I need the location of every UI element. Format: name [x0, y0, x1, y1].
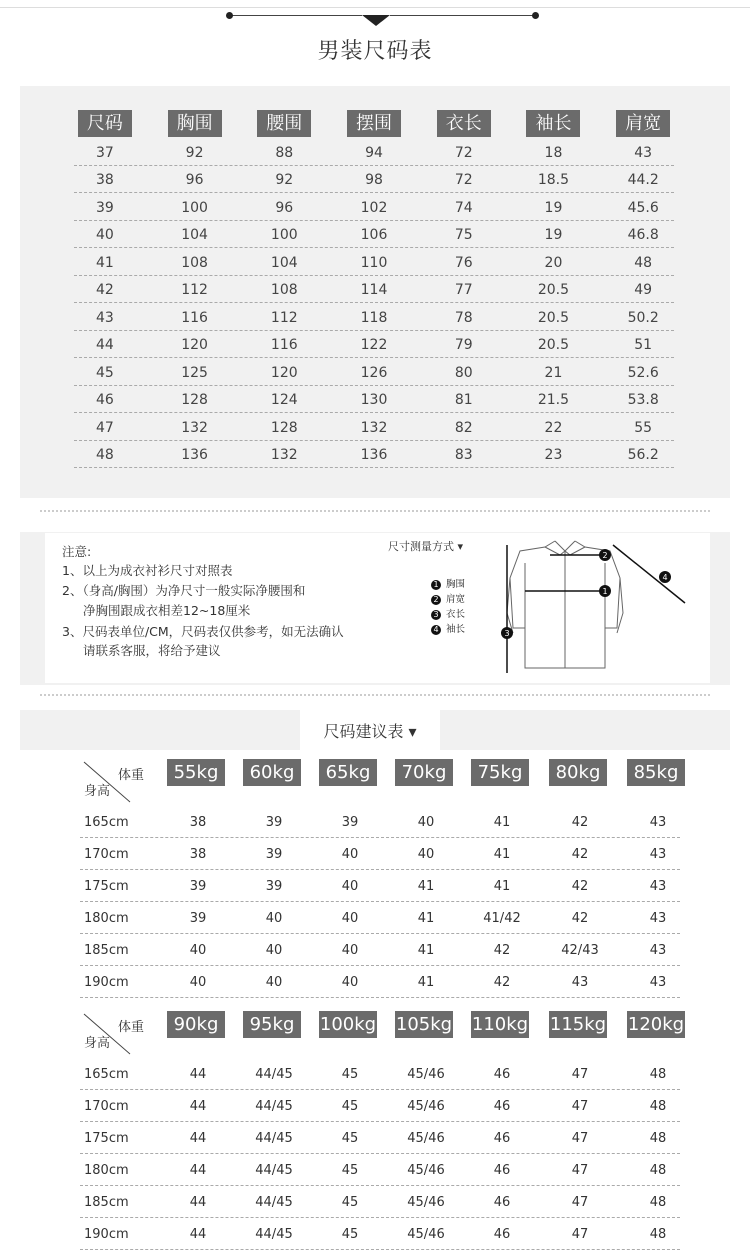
- size-cell: 38: [189, 847, 207, 862]
- size-cell: 48: [649, 1195, 667, 1210]
- table-cell: 104: [270, 254, 298, 271]
- title-dot-left: [226, 12, 233, 19]
- table-row: [60, 303, 688, 331]
- table-cell: 72: [454, 144, 473, 161]
- table-row: [60, 193, 688, 221]
- notes-line: 1、以上为成衣衬衫尺寸对照表: [62, 563, 233, 578]
- marker-2-label: 2: [602, 551, 608, 560]
- size-cell: 41: [417, 911, 435, 926]
- table-row: [80, 1058, 680, 1090]
- table-row: [60, 276, 688, 304]
- table-cell: 44: [95, 337, 114, 354]
- table-cell: 124: [270, 392, 298, 409]
- height-cell: 165cm: [84, 1067, 129, 1082]
- legend-label: 胸围: [446, 579, 466, 590]
- size-cell: 46: [493, 1131, 511, 1146]
- weight-header-tag: 55kg: [167, 759, 225, 786]
- size-table-header: [60, 110, 688, 138]
- recommend-header-row: [80, 1010, 685, 1058]
- size-header-tag: 腰围: [257, 110, 311, 137]
- corner-height-label: 身高: [84, 1036, 111, 1051]
- size-cell: 44: [189, 1131, 207, 1146]
- table-cell: 19: [544, 227, 563, 244]
- table-cell: 76: [454, 254, 473, 271]
- size-cell: 46: [493, 1227, 511, 1242]
- table-cell: 118: [360, 309, 388, 326]
- legend-label: 衣长: [446, 609, 466, 620]
- weight-header-tag: 75kg: [471, 759, 529, 786]
- table-cell: 136: [360, 447, 388, 464]
- table-cell: 125: [181, 364, 208, 381]
- size-cell: 44/45: [255, 1067, 293, 1082]
- table-row: [80, 1122, 680, 1154]
- table-cell: 55: [634, 419, 653, 436]
- recommend-table-1: [80, 758, 680, 998]
- weight-header-tag: 115kg: [549, 1011, 607, 1038]
- table-cell: 120: [270, 364, 298, 381]
- table-cell: 20.5: [537, 337, 570, 354]
- table-cell: 42: [95, 282, 114, 299]
- corner-weight-label: 体重: [117, 768, 144, 783]
- weight-header-tag: 85kg: [627, 759, 685, 786]
- size-header-cell: [239, 110, 329, 138]
- size-cell: 46: [493, 1195, 511, 1210]
- legend-number-badge: 2: [431, 595, 441, 605]
- table-cell: 126: [360, 364, 388, 381]
- shirt-illustration: [385, 533, 710, 683]
- table-cell: 94: [365, 144, 383, 161]
- table-row: [80, 966, 680, 998]
- height-cell: 170cm: [84, 847, 129, 862]
- divider-dotted: [40, 510, 710, 512]
- size-cell: 41: [493, 815, 511, 830]
- size-cell: 40: [341, 943, 359, 958]
- size-cell: 44: [189, 1163, 207, 1178]
- size-cell: 40: [265, 943, 283, 958]
- table-cell: 82: [454, 419, 473, 436]
- size-cell: 40: [341, 911, 359, 926]
- weight-header-tag: 105kg: [395, 1011, 453, 1038]
- table-cell: 132: [270, 447, 298, 464]
- height-cell: 185cm: [84, 1195, 129, 1210]
- size-cell: 42: [571, 815, 589, 830]
- size-cell: 41: [417, 943, 435, 958]
- table-cell: 20.5: [537, 309, 570, 326]
- height-cell: 180cm: [84, 1163, 129, 1178]
- size-cell: 42: [571, 911, 589, 926]
- weight-header-tag: 60kg: [243, 759, 301, 786]
- size-cell: 46: [493, 1163, 511, 1178]
- table-cell: 48: [95, 447, 114, 464]
- table-row: [80, 838, 680, 870]
- table-cell: 47: [95, 419, 114, 436]
- size-cell: 44/45: [255, 1099, 293, 1114]
- size-cell: 44/45: [255, 1195, 293, 1210]
- size-cell: 45/46: [407, 1099, 445, 1114]
- table-cell: 128: [270, 419, 298, 436]
- size-header-tag: 衣长: [437, 110, 491, 137]
- table-row: [80, 1090, 680, 1122]
- table-cell: 39: [95, 199, 114, 216]
- table-cell: 45.6: [627, 199, 659, 216]
- table-cell: 110: [360, 254, 388, 271]
- height-cell: 180cm: [84, 911, 129, 926]
- table-cell: 48: [634, 254, 653, 271]
- table-cell: 122: [360, 337, 388, 354]
- corner-header: [80, 758, 162, 806]
- notes-line: 3、尺码表单位/CM，尺码表仅供参考，如无法确认: [62, 624, 344, 639]
- size-cell: 47: [571, 1163, 589, 1178]
- size-table: [60, 110, 688, 468]
- measure-title: 尺寸测量方式 ▾: [388, 540, 464, 553]
- size-cell: 48: [649, 1227, 667, 1242]
- weight-header-tag: 110kg: [471, 1011, 529, 1038]
- notes-line: 2、（身高/胸围）为净尺寸一般实际净腰围和: [62, 583, 306, 598]
- height-cell: 175cm: [84, 1131, 129, 1146]
- size-header-tag: 胸围: [168, 110, 222, 137]
- recommend-header-row: [80, 758, 680, 806]
- table-cell: 49: [634, 282, 653, 299]
- corner-header: [80, 1010, 162, 1058]
- table-cell: 112: [270, 309, 298, 326]
- table-cell: 120: [181, 337, 208, 354]
- height-cell: 165cm: [84, 815, 129, 830]
- size-cell: 45: [341, 1099, 359, 1114]
- title-triangle-icon: [362, 15, 390, 26]
- table-cell: 19: [544, 199, 563, 216]
- legend-number-badge: 3: [431, 610, 441, 620]
- weight-header-tag: 80kg: [549, 759, 607, 786]
- table-cell: 77: [454, 282, 473, 299]
- size-cell: 41: [417, 975, 435, 990]
- table-cell: 43: [95, 309, 114, 326]
- table-cell: 51: [634, 337, 653, 354]
- table-row: [60, 331, 688, 359]
- table-cell: 130: [360, 392, 388, 409]
- measure-line-sleeve: [613, 545, 685, 603]
- table-row: [80, 902, 680, 934]
- size-cell: 45: [341, 1163, 359, 1178]
- size-cell: 42: [493, 975, 511, 990]
- weight-header-tag: 100kg: [319, 1011, 377, 1038]
- table-row: [60, 358, 688, 386]
- size-cell: 41/42: [483, 911, 521, 926]
- table-cell: 72: [454, 172, 473, 189]
- size-cell: 48: [649, 1131, 667, 1146]
- table-cell: 37: [95, 144, 114, 161]
- legend-label: 袖长: [446, 624, 466, 635]
- table-cell: 116: [181, 309, 208, 326]
- size-cell: 42: [571, 879, 589, 894]
- size-cell: 39: [341, 815, 359, 830]
- size-cell: 40: [341, 847, 359, 862]
- size-cell: 45/46: [407, 1131, 445, 1146]
- notes-line: 净胸围跟成衣相差12~18厘米: [83, 603, 251, 618]
- top-rule: [0, 7, 750, 8]
- size-cell: 40: [189, 975, 207, 990]
- table-cell: 114: [360, 282, 388, 299]
- table-cell: 92: [185, 144, 204, 161]
- table-cell: 92: [275, 172, 294, 189]
- size-cell: 45: [341, 1131, 359, 1146]
- size-cell: 40: [417, 847, 435, 862]
- table-row: [80, 1218, 680, 1250]
- size-cell: 45/46: [407, 1227, 445, 1242]
- size-cell: 47: [571, 1195, 589, 1210]
- table-row: [80, 1154, 680, 1186]
- table-row: [60, 221, 688, 249]
- divider-dotted: [40, 694, 710, 696]
- table-cell: 41: [95, 254, 114, 271]
- table-cell: 128: [181, 392, 208, 409]
- size-cell: 39: [265, 879, 283, 894]
- table-cell: 88: [275, 144, 294, 161]
- height-cell: 190cm: [84, 975, 129, 990]
- size-cell: 42/43: [561, 943, 599, 958]
- size-cell: 43: [571, 975, 589, 990]
- size-table-body: [60, 138, 688, 468]
- table-cell: 102: [360, 199, 388, 216]
- size-cell: 40: [417, 815, 435, 830]
- notes-line: 请联系客服，将给予建议: [83, 643, 221, 658]
- size-cell: 47: [571, 1099, 589, 1114]
- notes-box: [45, 533, 385, 683]
- table-cell: 81: [454, 392, 473, 409]
- table-cell: 100: [181, 199, 208, 216]
- table-row: [60, 441, 688, 469]
- page-title: 男装尺码表: [317, 39, 433, 64]
- title-line-right: [390, 15, 535, 16]
- table-cell: 46: [95, 392, 114, 409]
- size-cell: 42: [493, 943, 511, 958]
- corner-weight-label: 体重: [117, 1020, 144, 1035]
- size-cell: 40: [265, 975, 283, 990]
- size-cell: 45/46: [407, 1163, 445, 1178]
- table-cell: 53.8: [627, 392, 659, 409]
- size-cell: 39: [265, 815, 283, 830]
- size-header-tag: 摆围: [347, 110, 401, 137]
- size-header-tag: 肩宽: [616, 110, 670, 137]
- size-cell: 44: [189, 1099, 207, 1114]
- size-cell: 40: [341, 975, 359, 990]
- size-cell: 43: [649, 975, 667, 990]
- size-cell: 47: [571, 1227, 589, 1242]
- height-cell: 190cm: [84, 1227, 129, 1242]
- table-cell: 136: [181, 447, 208, 464]
- size-cell: 39: [189, 911, 207, 926]
- size-cell: 43: [649, 911, 667, 926]
- weight-header-tag: 65kg: [319, 759, 377, 786]
- table-cell: 132: [181, 419, 208, 436]
- size-header-cell: [150, 110, 240, 138]
- size-cell: 45: [341, 1195, 359, 1210]
- size-header-cell: [329, 110, 419, 138]
- size-header-cell: [509, 110, 599, 138]
- table-row: [80, 870, 680, 902]
- height-cell: 170cm: [84, 1099, 129, 1114]
- size-cell: 48: [649, 1067, 667, 1082]
- size-cell: 46: [493, 1067, 511, 1082]
- table-row: [80, 806, 680, 838]
- title-dot-right: [532, 12, 539, 19]
- size-header-cell: [60, 110, 150, 138]
- table-row: [60, 386, 688, 414]
- legend-number-badge: 1: [431, 580, 441, 590]
- size-cell: 40: [265, 911, 283, 926]
- table-cell: 106: [360, 227, 388, 244]
- weight-header-tag: 70kg: [395, 759, 453, 786]
- size-cell: 44: [189, 1195, 207, 1210]
- table-cell: 50.2: [627, 309, 659, 326]
- corner-height-label: 身高: [84, 784, 111, 799]
- size-cell: 42: [571, 847, 589, 862]
- size-cell: 44/45: [255, 1131, 293, 1146]
- table-cell: 104: [181, 227, 208, 244]
- size-cell: 45: [341, 1067, 359, 1082]
- table-cell: 56.2: [627, 447, 659, 464]
- size-cell: 44: [189, 1067, 207, 1082]
- size-cell: 39: [265, 847, 283, 862]
- size-cell: 41: [493, 847, 511, 862]
- table-row: [60, 138, 688, 166]
- table-cell: 46.8: [627, 227, 659, 244]
- table-cell: 21: [544, 364, 563, 381]
- table-cell: 83: [454, 447, 473, 464]
- table-cell: 21.5: [537, 392, 570, 409]
- size-cell: 47: [571, 1131, 589, 1146]
- size-cell: 45/46: [407, 1195, 445, 1210]
- size-cell: 45: [341, 1227, 359, 1242]
- table-cell: 98: [365, 172, 383, 189]
- table-cell: 23: [544, 447, 563, 464]
- table-row: [80, 1186, 680, 1218]
- recommend-title: 尺码建议表 ▾: [323, 722, 417, 741]
- weight-header-tag: 120kg: [627, 1011, 685, 1038]
- table-cell: 96: [275, 199, 294, 216]
- table-cell: 20.5: [537, 282, 570, 299]
- table-cell: 80: [454, 364, 473, 381]
- table-row: [80, 934, 680, 966]
- size-cell: 41: [493, 879, 511, 894]
- size-cell: 41: [417, 879, 435, 894]
- table-cell: 18.5: [537, 172, 570, 189]
- table-cell: 79: [454, 337, 473, 354]
- size-cell: 46: [493, 1099, 511, 1114]
- table-cell: 74: [454, 199, 473, 216]
- size-cell: 39: [189, 879, 207, 894]
- table-cell: 40: [95, 227, 114, 244]
- size-cell: 38: [189, 815, 207, 830]
- weight-header-tag: 95kg: [243, 1011, 301, 1038]
- table-cell: 20: [544, 254, 563, 271]
- table-cell: 116: [270, 337, 298, 354]
- size-cell: 43: [649, 943, 667, 958]
- table-row: [60, 413, 688, 441]
- table-cell: 44.2: [627, 172, 659, 189]
- legend-number-badge: 4: [431, 625, 441, 635]
- recommend-table-2: [80, 1010, 685, 1250]
- table-cell: 45: [95, 364, 114, 381]
- table-cell: 132: [360, 419, 388, 436]
- marker-1-label: 1: [602, 587, 608, 596]
- table-cell: 96: [185, 172, 204, 189]
- marker-3-label: 3: [504, 629, 510, 638]
- size-cell: 48: [649, 1099, 667, 1114]
- size-header-tag: 袖长: [526, 110, 580, 137]
- size-header-tag: 尺码: [78, 110, 132, 137]
- height-cell: 185cm: [84, 943, 129, 958]
- marker-4-label: 4: [662, 573, 668, 582]
- table-cell: 18: [544, 144, 563, 161]
- notes-title: 注意:: [62, 544, 92, 559]
- legend-label: 肩宽: [446, 594, 466, 605]
- size-cell: 47: [571, 1067, 589, 1082]
- size-cell: 43: [649, 815, 667, 830]
- size-cell: 44: [189, 1227, 207, 1242]
- table-cell: 22: [544, 419, 563, 436]
- size-cell: 45/46: [407, 1067, 445, 1082]
- size-header-cell: [598, 110, 688, 138]
- measure-diagram: [385, 533, 710, 683]
- size-cell: 44/45: [255, 1227, 293, 1242]
- table-cell: 75: [454, 227, 473, 244]
- size-cell: 48: [649, 1163, 667, 1178]
- table-cell: 108: [181, 254, 208, 271]
- table-cell: 43: [634, 144, 653, 161]
- height-cell: 175cm: [84, 879, 129, 894]
- table-cell: 100: [270, 227, 298, 244]
- title-line-left: [230, 15, 362, 16]
- size-cell: 40: [341, 879, 359, 894]
- table-row: [60, 248, 688, 276]
- size-header-cell: [419, 110, 509, 138]
- table-cell: 108: [270, 282, 298, 299]
- table-row: [60, 166, 688, 194]
- size-cell: 43: [649, 847, 667, 862]
- size-cell: 43: [649, 879, 667, 894]
- size-cell: 44/45: [255, 1163, 293, 1178]
- table-cell: 112: [181, 282, 208, 299]
- weight-header-tag: 90kg: [167, 1011, 225, 1038]
- table-cell: 52.6: [627, 364, 659, 381]
- table-cell: 38: [95, 172, 114, 189]
- table-cell: 78: [454, 309, 473, 326]
- size-cell: 40: [189, 943, 207, 958]
